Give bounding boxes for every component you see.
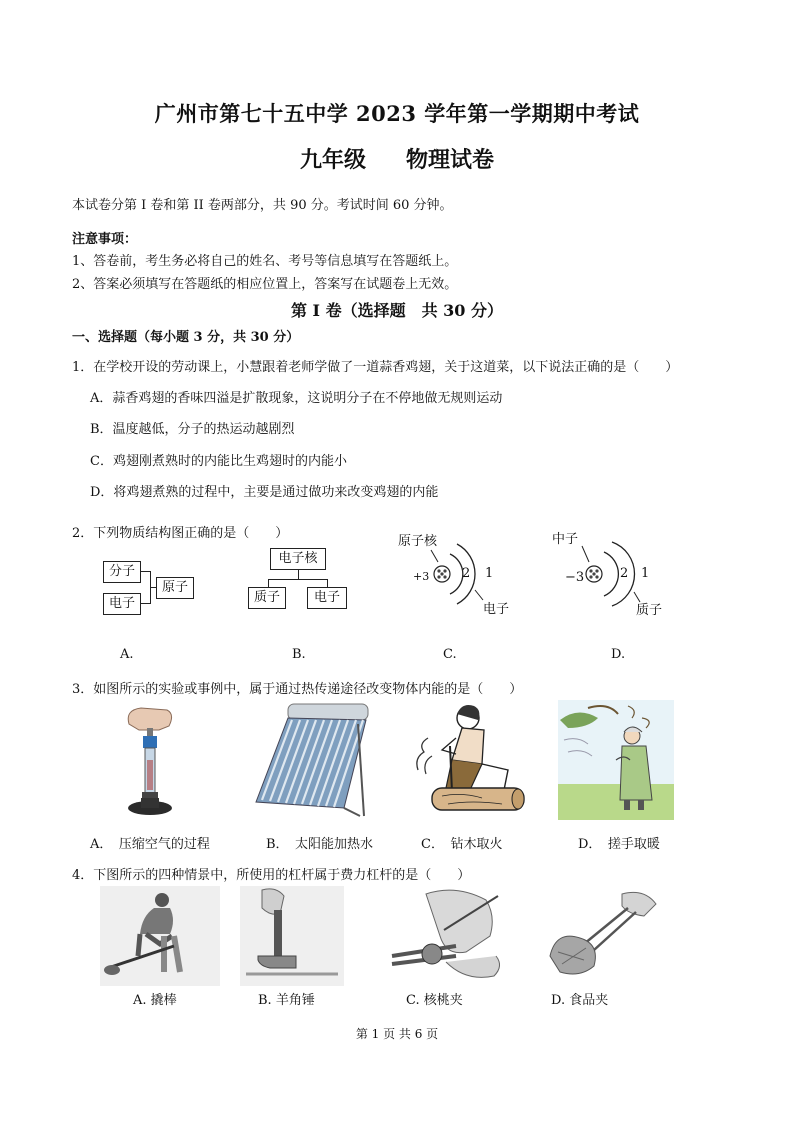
solar-heater-image — [248, 698, 372, 822]
ring-label-d-1: 2 — [620, 566, 629, 581]
q1-option-a: A．蒜香鸡翅的香味四溢是扩散现象，这说明分子在不停地做无规则运动 — [90, 391, 503, 406]
box-molecule: 分子 — [103, 561, 141, 583]
grade-label: 九年级 — [299, 147, 366, 173]
claw-hammer-image — [240, 886, 344, 986]
nutcracker-image — [386, 886, 510, 986]
label-proton-d: 质子 — [636, 603, 663, 618]
q4-caption-b: B. 羊角锤 — [258, 993, 315, 1008]
q2-letter-a: A. — [120, 647, 134, 662]
part-title: 一、选择题（每小题 3 分，共 30 分） — [72, 330, 300, 345]
q4-stem: 4．下图所示的四种情景中，所使用的杠杆属于费力杠杆的是（ ） — [72, 868, 471, 883]
q2-letter-b: B. — [292, 647, 306, 662]
q4-caption-d: D. 食品夹 — [551, 993, 609, 1008]
note-item-2: 2、答案必须填写在答题纸的相应位置上，答案写在试题卷上无效。 — [72, 277, 458, 292]
q3-stem: 3．如图所示的实验或事例中，属于通过热传递途径改变物体内能的是（ ） — [72, 682, 523, 697]
q4-caption-a: A. 撬棒 — [133, 993, 177, 1008]
atom-diagram-d — [560, 540, 660, 610]
exam-title: 广州市第七十五中学 2023 学年第一学期期中考试 — [154, 101, 640, 126]
q1-option-d: D．将鸡翅煮熟的过程中，主要是通过做功来改变鸡翅的内能 — [90, 485, 439, 500]
air-pump-image — [115, 702, 185, 820]
page-footer: 第 1 页 共 6 页 — [355, 1027, 439, 1041]
ring-label-c-1: 2 — [462, 566, 471, 581]
q3-caption-c: C． 钻木取火 — [421, 837, 503, 852]
charge-c: +3 — [413, 570, 430, 583]
rubbing-hands-image — [558, 700, 674, 820]
box-electron: 电子 — [103, 593, 141, 615]
intro-text: 本试卷分第 I 卷和第 II 卷两部分，共 90 分。考试时间 60 分钟。 — [72, 198, 453, 213]
q2-stem: 2．下列物质结构图正确的是（ ） — [72, 526, 289, 541]
section-title: 第 I 卷（选择题 共 30 分） — [290, 301, 504, 320]
q3-caption-b: B． 太阳能加热水 — [266, 837, 374, 852]
label-nucleus: 原子核 — [398, 534, 438, 549]
q3-caption-a: A． 压缩空气的过程 — [90, 837, 210, 852]
drilling-fire-image — [412, 700, 530, 824]
note-item-1: 1、答卷前，考生务必将自己的姓名、考号等信息填写在答题纸上。 — [72, 254, 458, 269]
box-proton: 质子 — [248, 587, 286, 609]
q1-stem: 1．在学校开设的劳动课上，小慧跟着老师学做了一道蒜香鸡翅，关于这道菜，以下说法正确的是（ ） — [72, 360, 679, 375]
q2-letter-d: D. — [611, 647, 626, 662]
subject-label: 物理试卷 — [406, 147, 495, 173]
crowbar-image — [100, 886, 220, 986]
charge-d: −3 — [565, 570, 585, 585]
q1-option-c: C．鸡翅刚煮熟时的内能比生鸡翅时的内能小 — [90, 454, 347, 469]
food-tongs-image — [540, 886, 664, 986]
notes-heading: 注意事项： — [72, 232, 138, 247]
q4-caption-c: C. 核桃夹 — [406, 993, 463, 1008]
atom-diagram-c — [405, 540, 505, 610]
box-nucleus: 电子核 — [270, 548, 326, 570]
q2-letter-c: C. — [443, 647, 457, 662]
q1-option-b: B．温度越低，分子的热运动越剧烈 — [90, 422, 295, 437]
ring-label-c-2: 1 — [485, 566, 494, 581]
box-electron-b: 电子 — [307, 587, 347, 609]
box-atom: 原子 — [156, 577, 194, 599]
label-electron-c: 电子 — [483, 602, 510, 617]
ring-label-d-2: 1 — [641, 566, 650, 581]
exam-subtitle — [0, 143, 794, 174]
label-neutron: 中子 — [552, 532, 579, 547]
q3-caption-d: D． 搓手取暖 — [578, 837, 660, 852]
